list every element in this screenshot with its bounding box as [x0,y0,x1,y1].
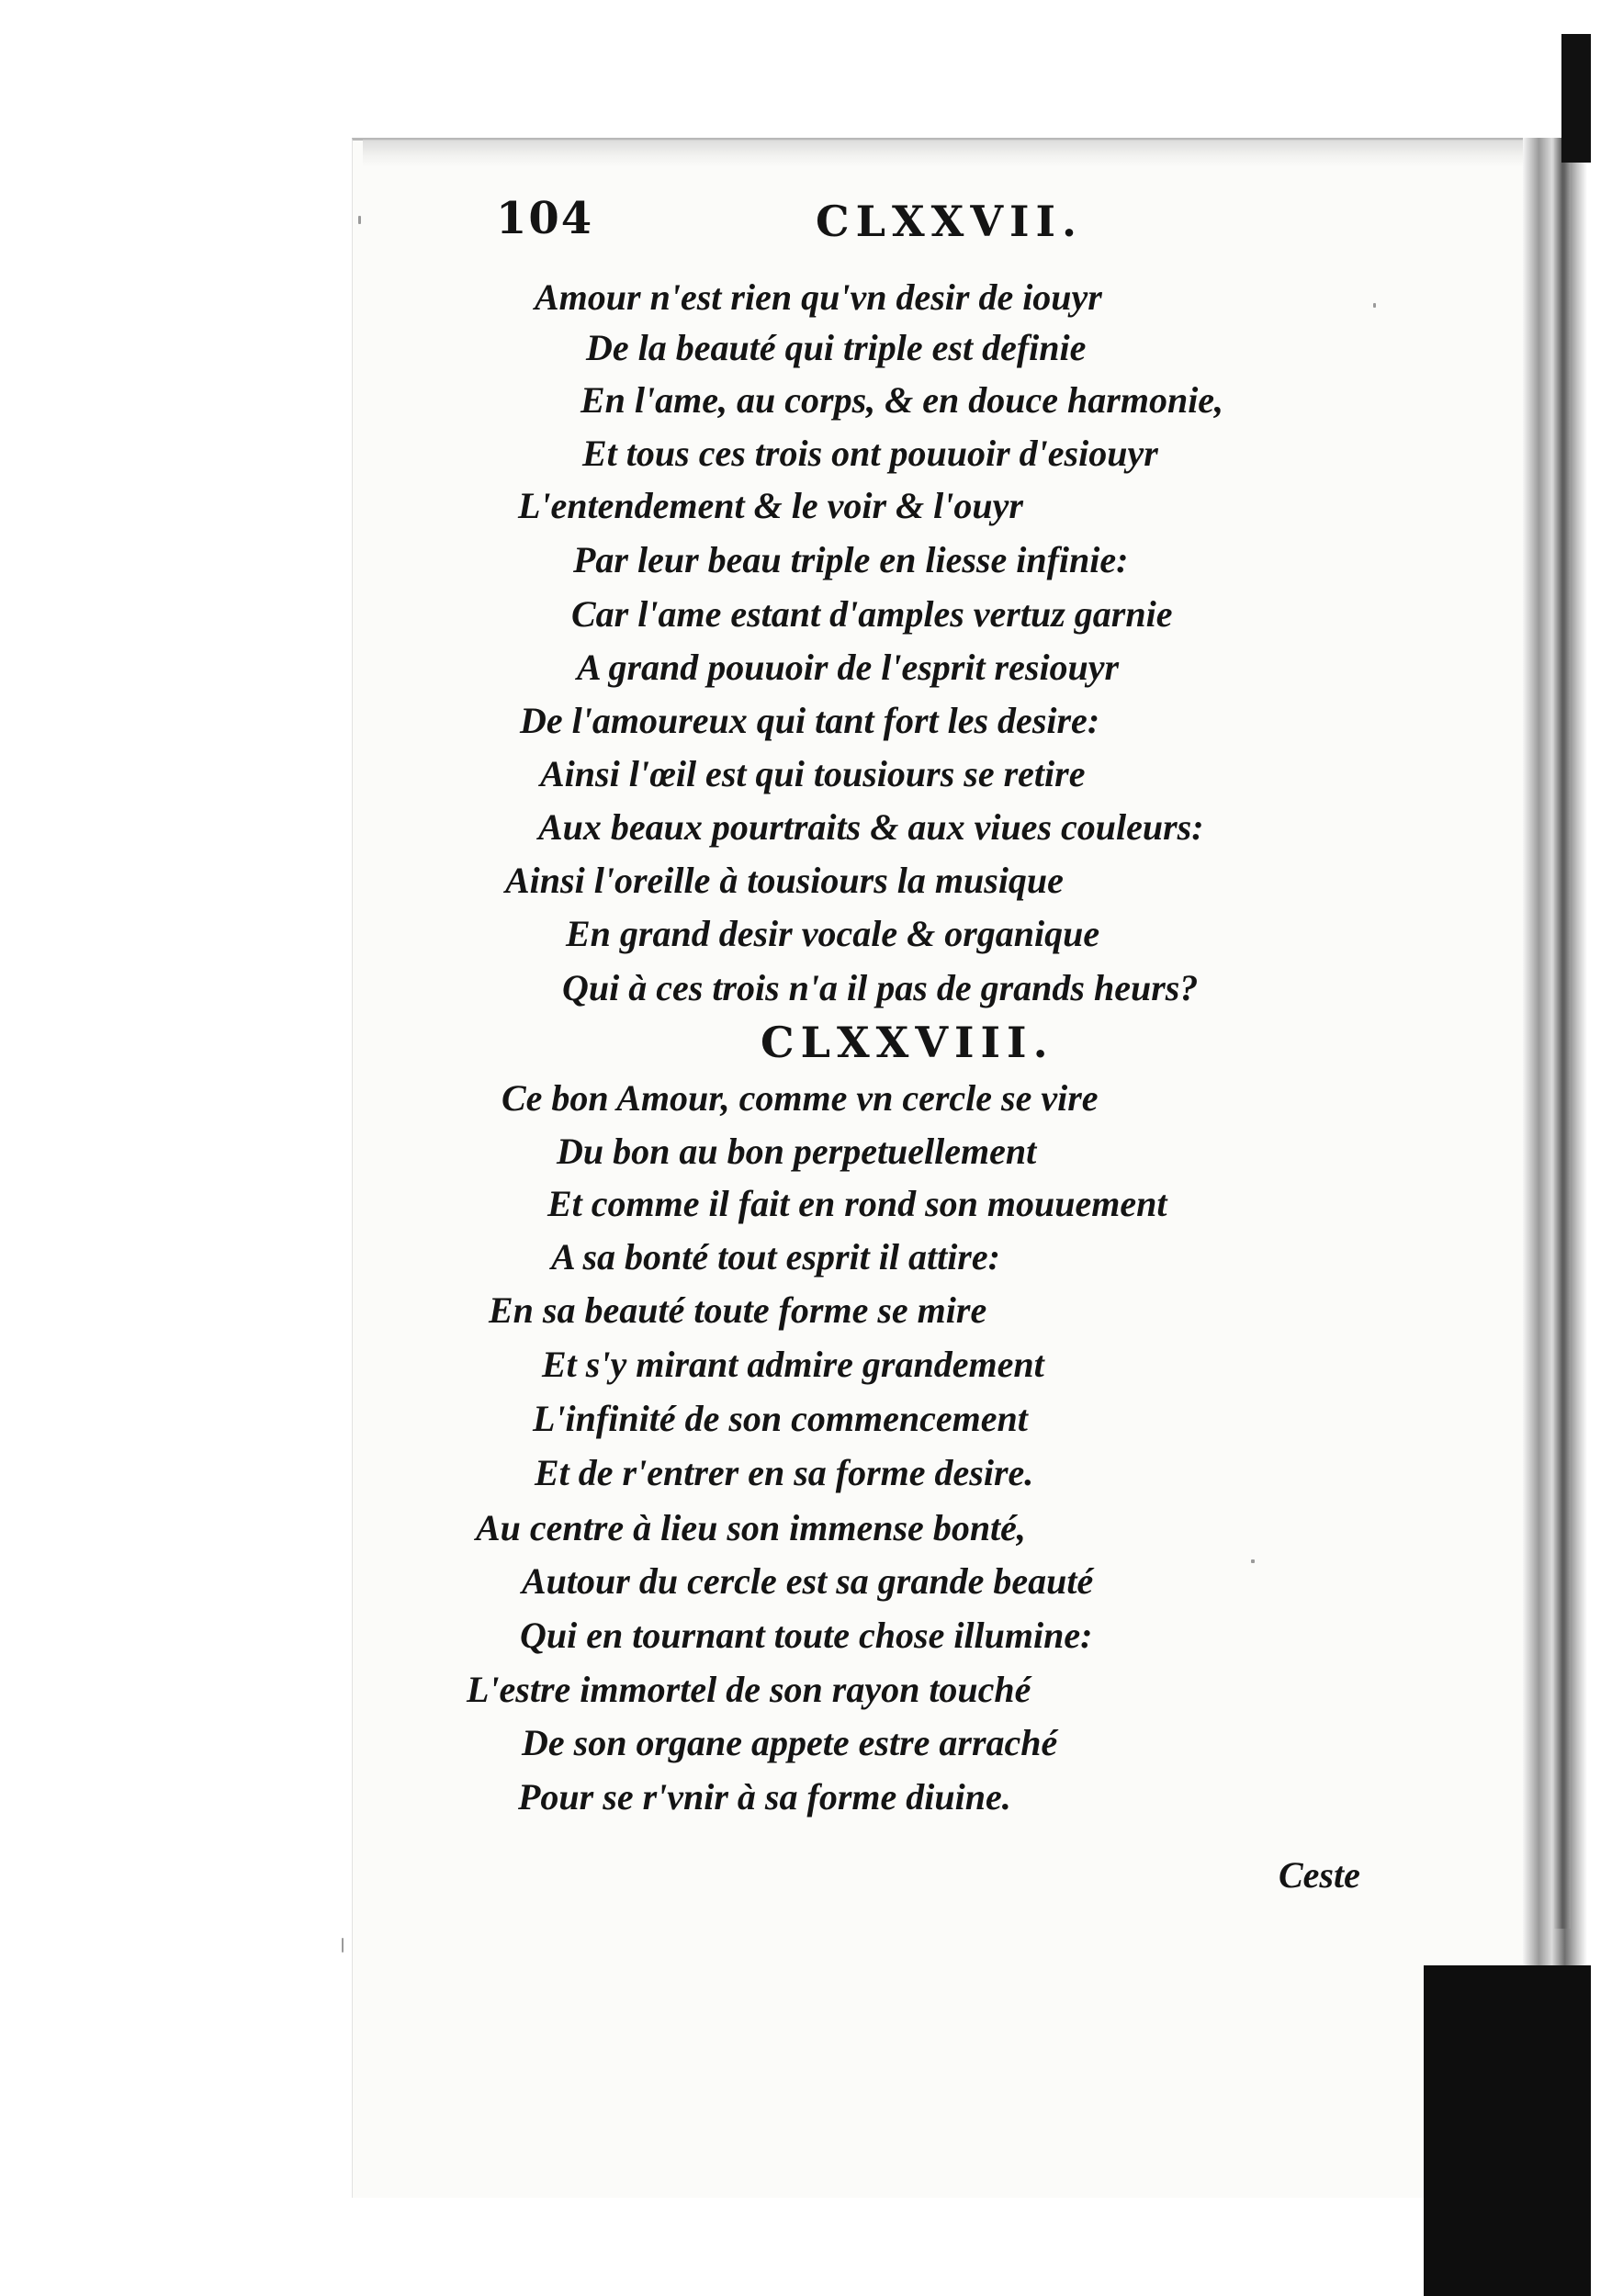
verse-line: Et de r'entrer en sa forme desire. [535,1452,1034,1493]
verse-line: En sa beauté toute forme se mire [489,1289,987,1331]
verse-line: L'infinité de son commencement [533,1398,1028,1439]
verse-line: Pour se r'vnir à sa forme diuine. [518,1776,1011,1818]
verse-line: De la beauté qui triple est definie [586,327,1087,368]
sonnet-heading: CLXXVII. [816,197,1084,246]
verse-line: Aux beaux pourtraits & aux viues couleurs: [538,806,1204,848]
verse-line: Qui à ces trois n'a il pas de grands heurs? [562,967,1199,1008]
verse-line: En l'ame, au corps, & en douce harmonie, [580,379,1224,421]
verse-line: L'estre immortel de son rayon touché [467,1669,1031,1710]
verse-line: Et s'y mirant admire grandement [542,1344,1044,1385]
verse-line: L'entendement & le voir & l'ouyr [518,485,1023,526]
binding-shadow [1554,138,1571,1929]
verse-line: De son organe appete estre arraché [522,1722,1058,1763]
margin-speck [342,1938,344,1953]
scan-border-top-right [1561,34,1591,163]
verse-line: Au centre à lieu son immense bonté, [476,1507,1026,1548]
verse-line: Car l'ame estant d'amples vertuz garnie [571,593,1173,635]
margin-speck [358,216,361,224]
verse-line: Par leur beau triple en liesse infinie: [573,539,1129,580]
top-edge-stain [363,140,1566,167]
verse-line: De l'amoureux qui tant fort les desire: [520,700,1100,741]
verse-line: Ainsi l'oreille à tousiours la musique [505,860,1064,901]
sonnet-heading: CLXXVIII. [761,1018,1054,1067]
verse-line: Ce bon Amour, comme vn cercle se vire [502,1077,1099,1119]
verse-line: En grand desir vocale & organique [566,913,1100,954]
verse-line: A sa bonté tout esprit il attire: [551,1236,1000,1277]
verse-line: Et tous ces trois ont pouuoir d'esiouyr [582,433,1158,474]
margin-speck [1251,1559,1255,1563]
verse-line: Amour n'est rien qu'vn desir de iouyr [535,276,1102,318]
verse-line: Ainsi l'œil est qui tousiours se retire [540,753,1086,794]
verse-line: A grand pouuoir de l'esprit resiouyr [577,647,1120,688]
verse-line: Du bon au bon perpetuellement [557,1131,1037,1172]
margin-speck [1373,303,1376,308]
scan-border-bottom-right [1424,1965,1591,2296]
page-number: 104 [496,193,594,244]
verse-line: Autour du cercle est sa grande beauté [522,1560,1094,1602]
verse-line: Et comme il fait en rond son mouuement [547,1183,1167,1224]
catchword: Ceste [1279,1854,1360,1896]
verse-line: Qui en tournant toute chose illumine: [520,1615,1093,1656]
